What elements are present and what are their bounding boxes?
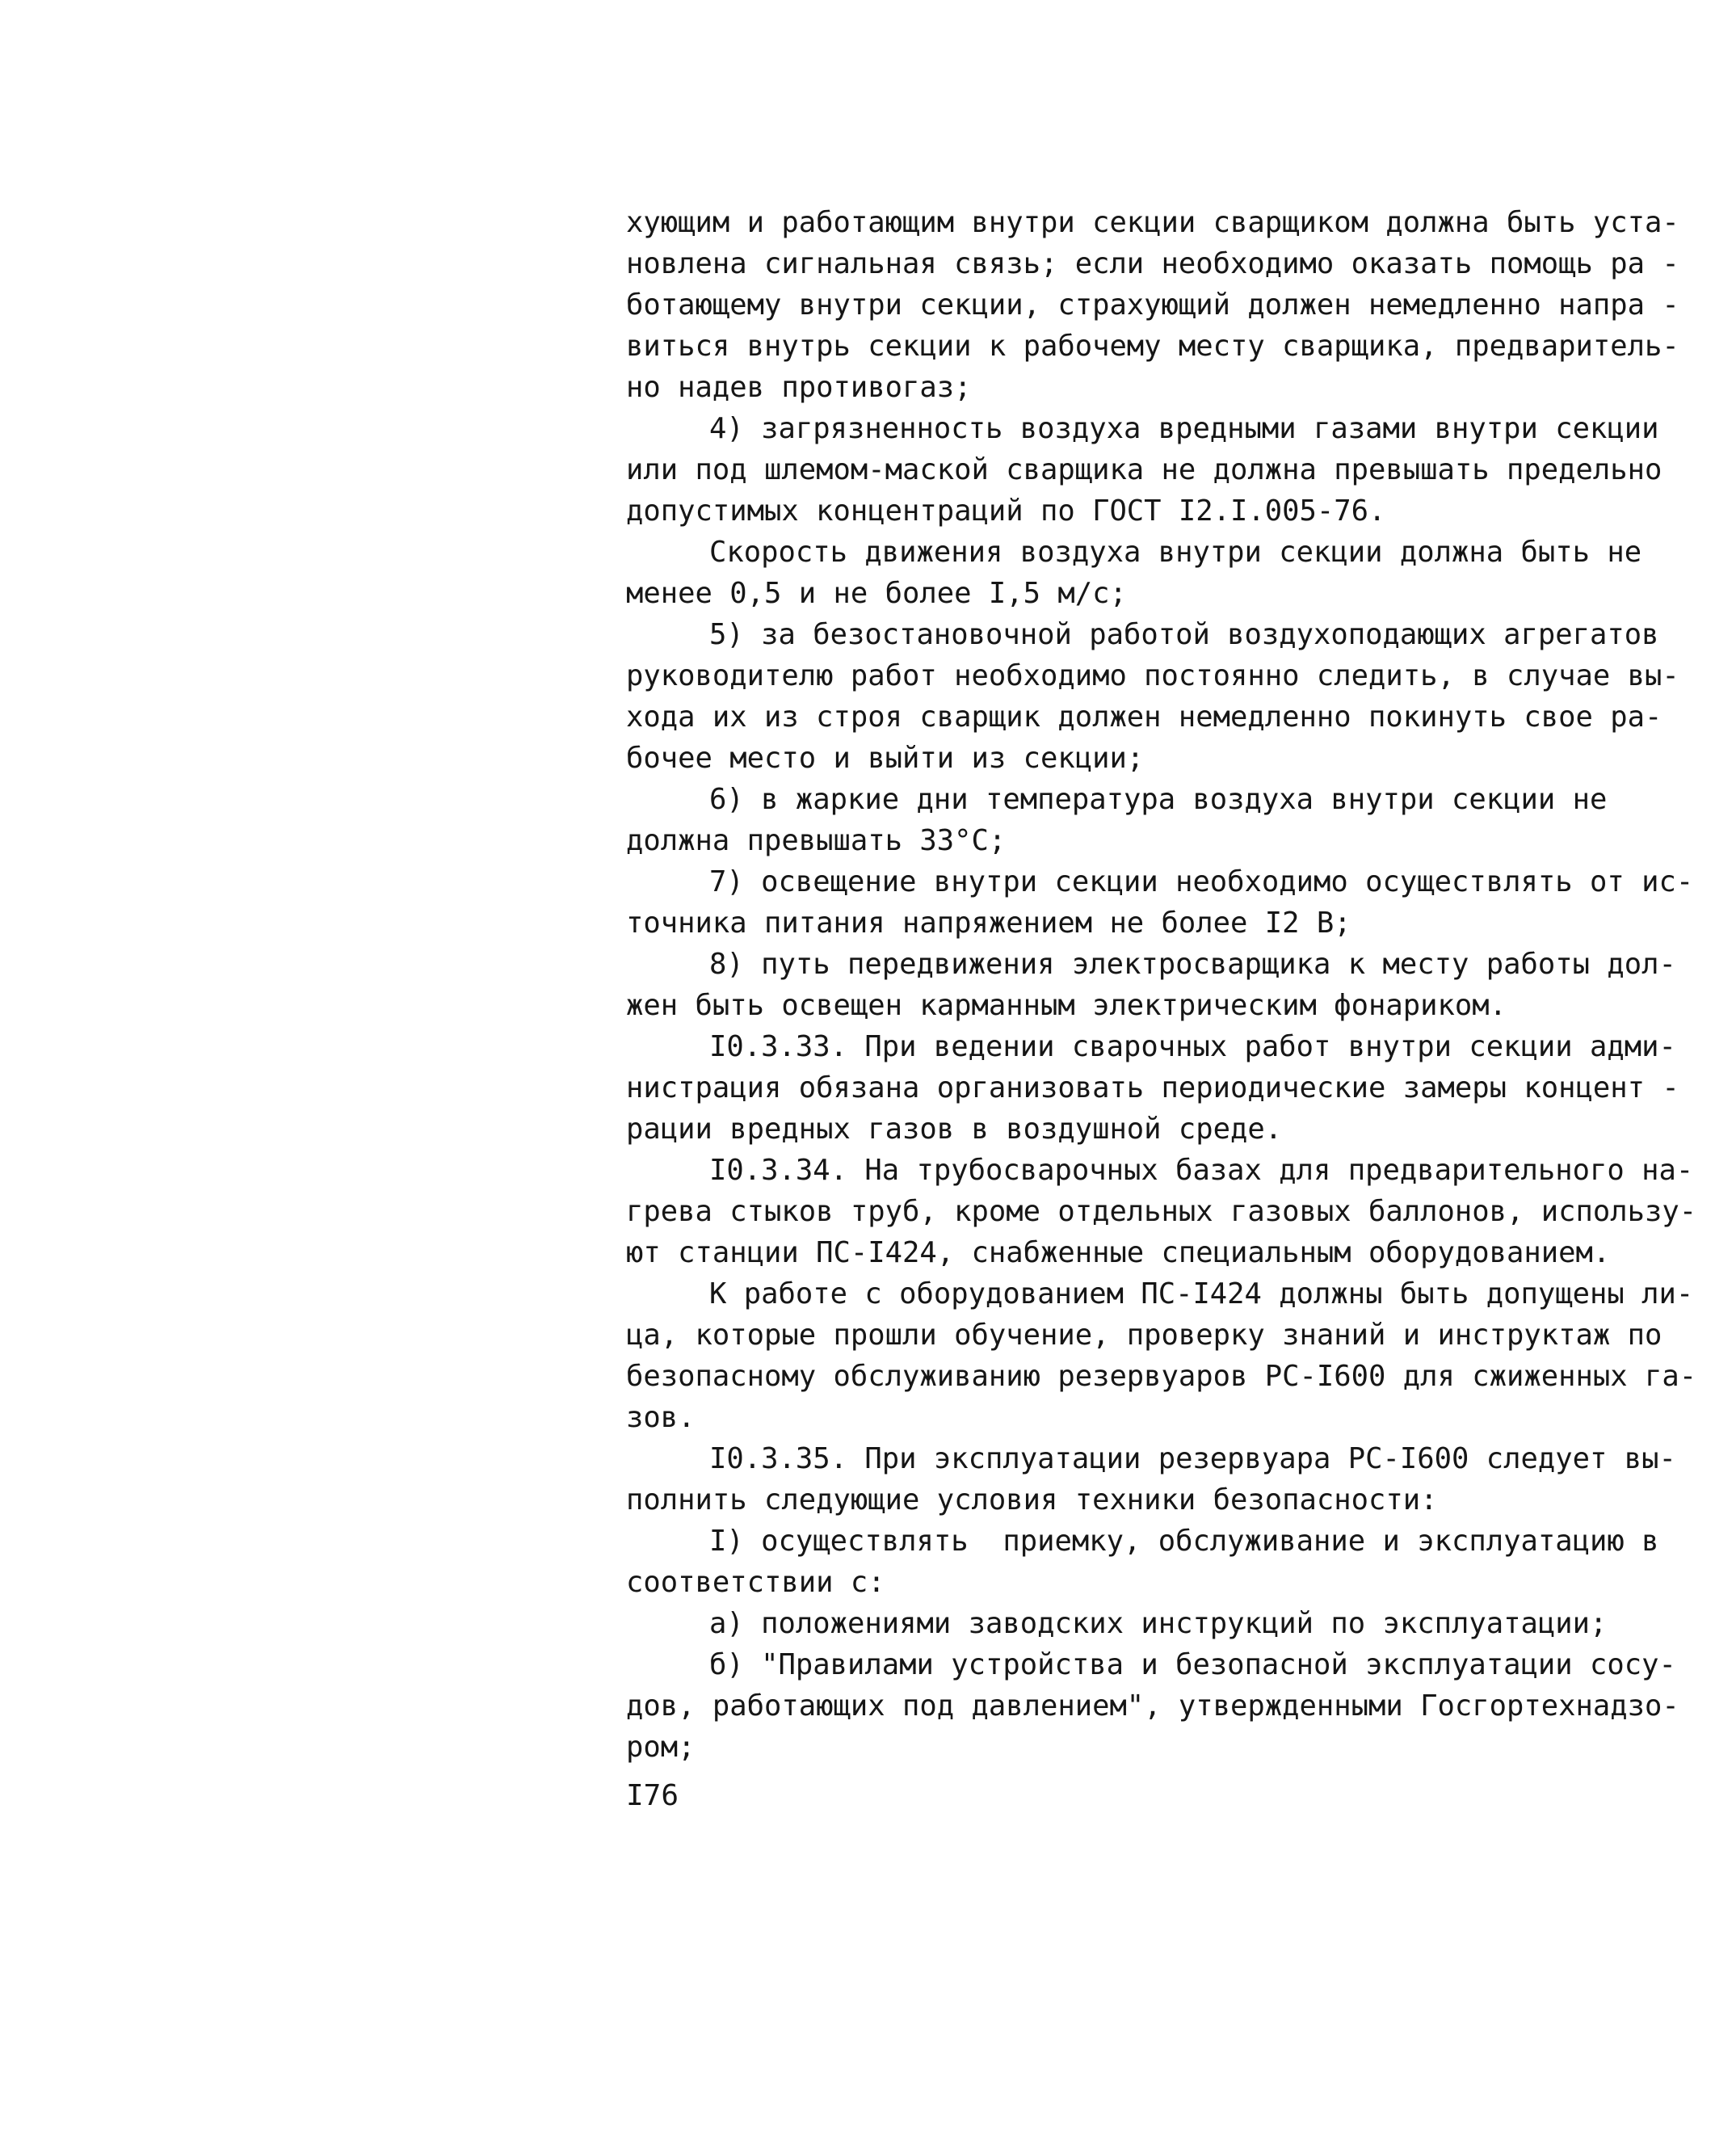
text-line: 7) освещение внутри секции необходимо осуществлять от ис-	[709, 865, 1694, 898]
text-line: жен быть освещен карманным электрическим фонариком.	[626, 989, 1507, 1022]
text-line: I) осуществлять приемку, обслуживание и эксплуатацию в	[709, 1525, 1659, 1558]
text-line: хода их из строя сварщик должен немедленно покинуть свое ра-	[626, 700, 1662, 734]
text-line: I0.3.35. При эксплуатации резервуара РС-I600 следует вы-	[709, 1442, 1676, 1475]
text-line: а) положениями заводских инструкций по эксплуатации;	[709, 1607, 1608, 1640]
text-line: хующим и работающим внутри секции сварщиком должна быть уста-	[626, 206, 1679, 239]
text-line: К работе с оборудованием ПС-I424 должны быть допущены ли-	[709, 1277, 1694, 1310]
text-line: б) "Правилами устройства и безопасной эксплуатации сосу-	[709, 1648, 1676, 1681]
text-line: виться внутрь секции к рабочему месту сварщика, предваритель-	[626, 330, 1679, 363]
text-line: ботающему внутри секции, страхующий должен немедленно напра -	[626, 288, 1679, 322]
text-line: 5) за безостановочной работой воздухоподающих агрегатов	[709, 618, 1659, 651]
text-line: новлена сигнальная связь; если необходимо оказать помощь ра -	[626, 247, 1679, 280]
page-number: I76	[626, 1779, 679, 1812]
text-line: ют станции ПС-I424, снабженные специальным оборудованием.	[626, 1236, 1611, 1269]
text-line: должна превышать 33°C;	[626, 824, 1007, 857]
text-line: соответствии с:	[626, 1566, 885, 1599]
text-line: бочее место и выйти из секции;	[626, 742, 1145, 775]
text-line: рации вредных газов в воздушной среде.	[626, 1113, 1283, 1146]
text-line: менее 0,5 и не более I,5 м/с;	[626, 577, 1127, 610]
text-line: 6) в жаркие дни температура воздуха внутри секции не	[709, 783, 1608, 816]
text-line: или под шлемом-маской сварщика не должна превышать предельно	[626, 453, 1662, 486]
text-line: I0.3.34. На трубосварочных базах для предварительного на-	[709, 1154, 1694, 1187]
text-line: I0.3.33. При ведении сварочных работ внутри секции адми-	[709, 1030, 1676, 1063]
text-line: но надев противогаз;	[626, 371, 972, 404]
text-line: руководителю работ необходимо постоянно следить, в случае вы-	[626, 659, 1679, 692]
text-line: грева стыков труб, кроме отдельных газовых баллонов, использу-	[626, 1195, 1697, 1228]
text-line: Скорость движения воздуха внутри секции должна быть не	[709, 536, 1642, 569]
text-line: точника питания напряжением не более I2 В;	[626, 907, 1351, 940]
text-line: полнить следующие условия техники безопасности:	[626, 1483, 1438, 1517]
text-line: 4) загрязненность воздуха вредными газами внутри секции	[709, 412, 1659, 445]
body-text	[626, 202, 1697, 1768]
text-line: ца, которые прошли обучение, проверку знаний и инструктаж по	[626, 1319, 1662, 1352]
text-line: зов.	[626, 1401, 696, 1434]
text-line: безопасному обслуживанию резервуаров РС-I600 для сжиженных га-	[626, 1360, 1697, 1393]
text-line: дов, работающих под давлением", утвержденными Госгортехнадзо-	[626, 1689, 1679, 1723]
text-line: ром;	[626, 1731, 696, 1764]
text-line: 8) путь передвижения электросварщика к месту работы дол-	[709, 948, 1676, 981]
text-line: допустимых концентраций по ГОСТ I2.I.005-76.	[626, 494, 1386, 528]
text-line: нистрация обязана организовать периодические замеры концент -	[626, 1071, 1679, 1104]
